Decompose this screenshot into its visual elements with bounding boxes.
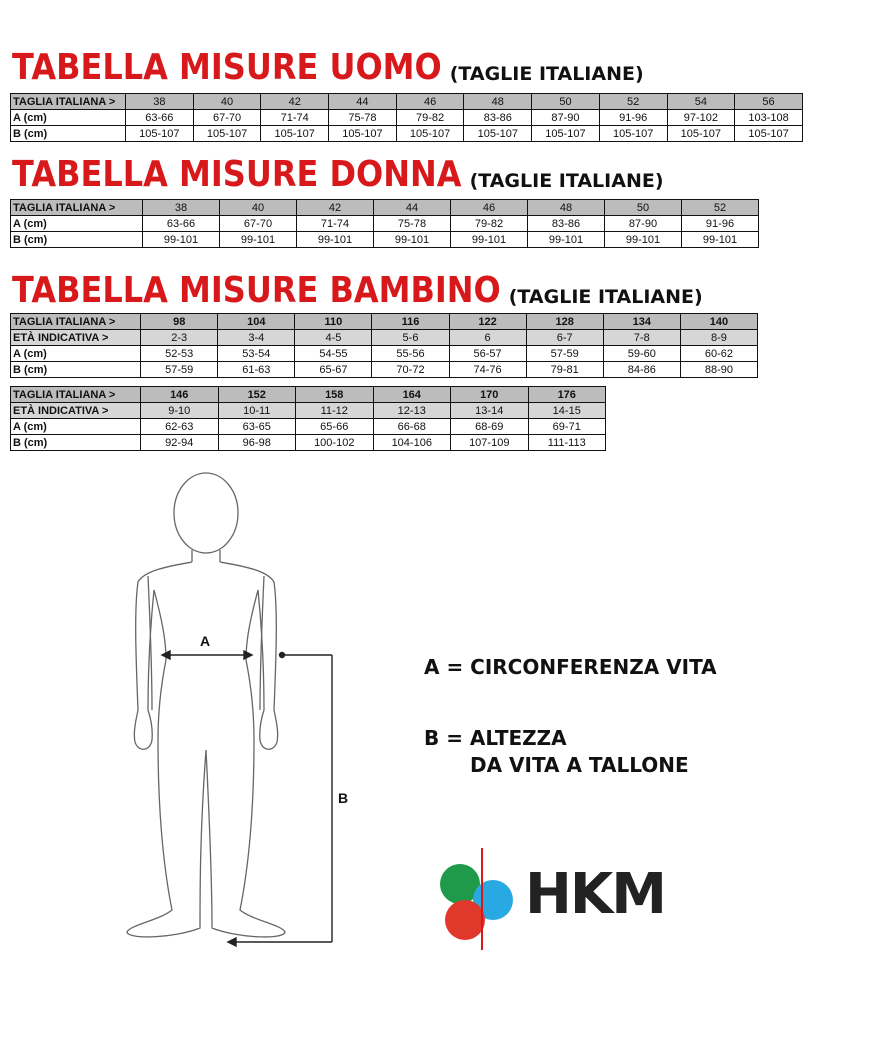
- row-label: TAGLIA ITALIANA >: [11, 314, 141, 330]
- table-cell: 116: [372, 314, 449, 330]
- hkm-logo-text: HKM: [525, 862, 665, 927]
- table-row: [11, 126, 803, 142]
- table-cell: 53-54: [218, 346, 295, 362]
- row-label: A (cm): [11, 216, 143, 232]
- table-row: [11, 435, 606, 451]
- donna-title: [12, 152, 664, 195]
- table-cell: 2-3: [141, 330, 218, 346]
- table-cell: 170: [451, 387, 529, 403]
- table-cell: 100-102: [296, 435, 374, 451]
- table-cell: 52: [599, 94, 667, 110]
- table-cell: 92-94: [141, 435, 219, 451]
- table-cell: 38: [143, 200, 220, 216]
- legend-a: A = CIRCONFERENZA VITA: [424, 655, 717, 679]
- figure-head: [174, 473, 238, 553]
- table-cell: 75-78: [329, 110, 397, 126]
- table-cell: 13-14: [451, 403, 529, 419]
- bambino-table-1: [10, 313, 758, 378]
- uomo-section: [12, 45, 644, 88]
- table-cell: 56-57: [449, 346, 526, 362]
- table-cell: 54: [667, 94, 735, 110]
- table-cell: 6: [449, 330, 526, 346]
- table-cell: 83-86: [464, 110, 532, 126]
- table-row: [11, 387, 606, 403]
- table-cell: 50: [532, 94, 600, 110]
- donna-title-sub: (TAGLIE ITALIANE): [469, 170, 664, 192]
- bambino-title-sub: (TAGLIE ITALIANE): [508, 286, 703, 308]
- table-cell: 128: [526, 314, 603, 330]
- table-cell: 63-66: [126, 110, 194, 126]
- table-cell: 105-107: [329, 126, 397, 142]
- table-cell: 105-107: [126, 126, 194, 142]
- table-cell: 7-8: [603, 330, 680, 346]
- uomo-title-sub: (TAGLIE ITALIANE): [449, 63, 644, 85]
- bambino-title: [12, 268, 703, 311]
- donna-table: [10, 199, 759, 248]
- row-label: ETÀ INDICATIVA >: [11, 330, 141, 346]
- table-cell: 8-9: [680, 330, 757, 346]
- table-cell: 42: [297, 200, 374, 216]
- uomo-title-main: TABELLA MISURE UOMO: [12, 45, 442, 88]
- table-cell: 99-101: [374, 232, 451, 248]
- table-cell: 99-101: [451, 232, 528, 248]
- table-cell: 11-12: [296, 403, 374, 419]
- table-cell: 99-101: [605, 232, 682, 248]
- table-row: [11, 346, 758, 362]
- row-label: A (cm): [11, 346, 141, 362]
- table-cell: 63-65: [218, 419, 296, 435]
- table-cell: 59-60: [603, 346, 680, 362]
- table-row: [11, 419, 606, 435]
- table-cell: 88-90: [680, 362, 757, 378]
- table-cell: 105-107: [193, 126, 261, 142]
- table-row: [11, 403, 606, 419]
- table-cell: 103-108: [735, 110, 803, 126]
- table-cell: 105-107: [464, 126, 532, 142]
- table-cell: 4-5: [295, 330, 372, 346]
- table-row: [11, 330, 758, 346]
- table-cell: 105-107: [667, 126, 735, 142]
- row-label: A (cm): [11, 419, 141, 435]
- table-cell: 122: [449, 314, 526, 330]
- donna-section: [12, 152, 664, 195]
- logo-red-circle: [445, 900, 485, 940]
- table-cell: 75-78: [374, 216, 451, 232]
- row-label: TAGLIA ITALIANA >: [11, 387, 141, 403]
- table-cell: 134: [603, 314, 680, 330]
- row-label: A (cm): [11, 110, 126, 126]
- table-cell: 99-101: [297, 232, 374, 248]
- table-cell: 99-101: [220, 232, 297, 248]
- table-cell: 70-72: [372, 362, 449, 378]
- table-cell: 46: [396, 94, 464, 110]
- table-cell: 67-70: [220, 216, 297, 232]
- table-cell: 50: [605, 200, 682, 216]
- table-cell: 14-15: [528, 403, 606, 419]
- table-cell: 176: [528, 387, 606, 403]
- table-cell: 62-63: [141, 419, 219, 435]
- table-cell: 46: [451, 200, 528, 216]
- table-cell: 99-101: [143, 232, 220, 248]
- table-cell: 105-107: [396, 126, 464, 142]
- row-label: B (cm): [11, 232, 143, 248]
- bambino-section: [12, 268, 703, 311]
- table-cell: 48: [528, 200, 605, 216]
- donna-title-main: TABELLA MISURE DONNA: [12, 152, 462, 195]
- table-cell: 83-86: [528, 216, 605, 232]
- table-cell: 74-76: [449, 362, 526, 378]
- table-cell: 42: [261, 94, 329, 110]
- table-cell: 91-96: [599, 110, 667, 126]
- row-label: ETÀ INDICATIVA >: [11, 403, 141, 419]
- legend-b-1: B = ALTEZZA: [424, 726, 567, 750]
- table-cell: 71-74: [261, 110, 329, 126]
- bambino-title-main: TABELLA MISURE BAMBINO: [12, 268, 501, 311]
- table-cell: 105-107: [532, 126, 600, 142]
- table-cell: 110: [295, 314, 372, 330]
- table-cell: 44: [329, 94, 397, 110]
- table-cell: 69-71: [528, 419, 606, 435]
- table-row: [11, 200, 759, 216]
- table-cell: 12-13: [373, 403, 451, 419]
- table-cell: 158: [296, 387, 374, 403]
- table-cell: 79-81: [526, 362, 603, 378]
- row-label: TAGLIA ITALIANA >: [11, 200, 143, 216]
- table-cell: 105-107: [735, 126, 803, 142]
- table-row: [11, 94, 803, 110]
- table-cell: 111-113: [528, 435, 606, 451]
- table-cell: 52: [682, 200, 759, 216]
- row-label: B (cm): [11, 362, 141, 378]
- table-cell: 65-67: [295, 362, 372, 378]
- table-cell: 3-4: [218, 330, 295, 346]
- table-cell: 52-53: [141, 346, 218, 362]
- table-cell: 65-66: [296, 419, 374, 435]
- bambino-table-2: [10, 386, 606, 451]
- table-cell: 107-109: [451, 435, 529, 451]
- table-cell: 97-102: [667, 110, 735, 126]
- table-cell: 63-66: [143, 216, 220, 232]
- table-cell: 67-70: [193, 110, 261, 126]
- table-cell: 10-11: [218, 403, 296, 419]
- table-cell: 54-55: [295, 346, 372, 362]
- table-cell: 105-107: [599, 126, 667, 142]
- table-cell: 61-63: [218, 362, 295, 378]
- row-label: B (cm): [11, 126, 126, 142]
- table-cell: 105-107: [261, 126, 329, 142]
- table-cell: 40: [193, 94, 261, 110]
- table-cell: 6-7: [526, 330, 603, 346]
- table-cell: 84-86: [603, 362, 680, 378]
- table-cell: 9-10: [141, 403, 219, 419]
- table-cell: 79-82: [396, 110, 464, 126]
- table-cell: 140: [680, 314, 757, 330]
- table-cell: 40: [220, 200, 297, 216]
- legend-b-2: DA VITA A TALLONE: [470, 753, 689, 777]
- table-cell: 96-98: [218, 435, 296, 451]
- table-cell: 38: [126, 94, 194, 110]
- table-row: [11, 232, 759, 248]
- table-cell: 57-59: [141, 362, 218, 378]
- table-row: [11, 362, 758, 378]
- figure-label-b: B: [338, 790, 349, 806]
- figure-label-a: A: [200, 633, 211, 649]
- row-label: TAGLIA ITALIANA >: [11, 94, 126, 110]
- table-cell: 99-101: [682, 232, 759, 248]
- table-cell: 56: [735, 94, 803, 110]
- table-cell: 55-56: [372, 346, 449, 362]
- table-cell: 48: [464, 94, 532, 110]
- table-row: [11, 216, 759, 232]
- table-cell: 5-6: [372, 330, 449, 346]
- uomo-table: [10, 93, 803, 142]
- table-cell: 146: [141, 387, 219, 403]
- table-cell: 60-62: [680, 346, 757, 362]
- uomo-title: [12, 45, 644, 88]
- table-cell: 79-82: [451, 216, 528, 232]
- table-cell: 57-59: [526, 346, 603, 362]
- table-cell: 71-74: [297, 216, 374, 232]
- table-cell: 44: [374, 200, 451, 216]
- figure-body-outline: [127, 562, 285, 937]
- table-cell: 98: [141, 314, 218, 330]
- row-label: B (cm): [11, 435, 141, 451]
- table-cell: 91-96: [682, 216, 759, 232]
- table-row: [11, 314, 758, 330]
- table-cell: 152: [218, 387, 296, 403]
- hkm-logo-icon: [438, 848, 528, 953]
- table-cell: 68-69: [451, 419, 529, 435]
- table-cell: 66-68: [373, 419, 451, 435]
- body-figure-diagram: [100, 470, 480, 970]
- table-row: [11, 110, 803, 126]
- table-cell: 99-101: [528, 232, 605, 248]
- table-cell: 164: [373, 387, 451, 403]
- table-cell: 104-106: [373, 435, 451, 451]
- table-cell: 87-90: [605, 216, 682, 232]
- table-cell: 87-90: [532, 110, 600, 126]
- table-cell: 104: [218, 314, 295, 330]
